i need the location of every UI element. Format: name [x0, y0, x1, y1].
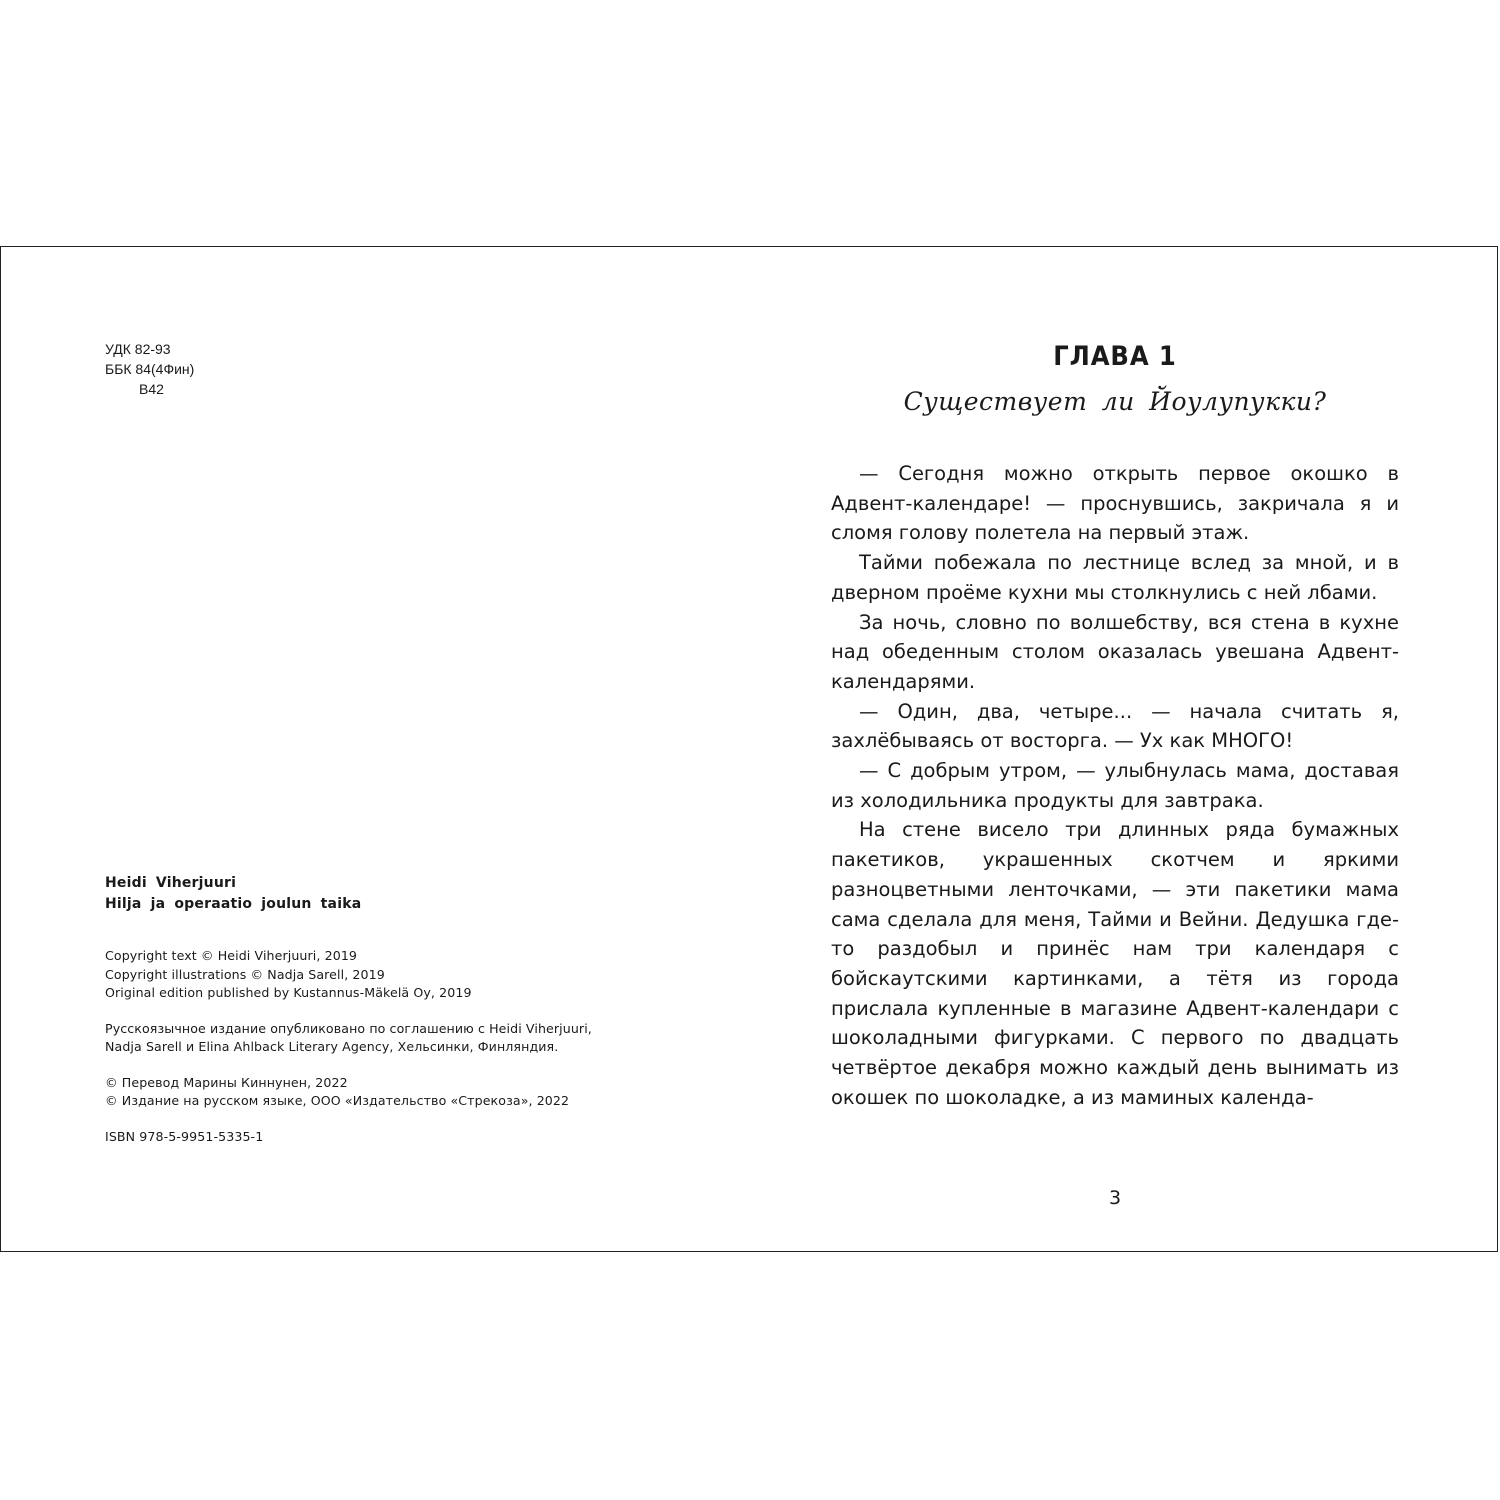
paragraph: На стене висело три длинных ряда бумажных пакетиков, украшенных скотчем и яркими разноцветными ленточками, — эти пакетики мама сама сделала для меня, Тайми и Вейни. Дедушка где-то раздобыл и принёс нам три календаря с бойскаутскими картинками, а тётя из города прислала купленные в магазине Адвент-календари с шоколадными фигурками. С первого по двадцать четвёртое декабря можно каждый день вынимать из окошек по шоколадке, а из маминых календа- [831, 818, 1399, 1109]
classification-codes [105, 339, 194, 399]
chapter-title: Существует ли Йоулупукки? [903, 387, 1327, 416]
agreement-line-1: Русскоязычное издание опубликовано по соглашению с Heidi Viherjuuri, [105, 1020, 592, 1036]
paragraph: Тайми побежала по лестнице вслед за мной, и в дверном проёме кухни мы столкнулись с ней лбами. [831, 551, 1399, 604]
translation-group [105, 1074, 605, 1111]
udk-code: УДК 82-93 [105, 341, 171, 357]
chapter-number: ГЛАВА 1 [1053, 341, 1177, 372]
page-number: 3 [1108, 1187, 1122, 1209]
original-author: Heidi Viherjuuri [105, 875, 237, 891]
agreement-line-2: Nadja Sarell и Elina Ahlback Literary Agency, Хельсинки, Финляндия. [105, 1039, 559, 1054]
copyright-group [105, 947, 605, 1003]
paragraph: За ночь, словно по волшебству, вся стена в кухне над обеденным столом оказалась увешана Адвент-календарями. [831, 610, 1399, 693]
bbk-code: ББК 84(4Фин) [105, 361, 195, 377]
translation-credit: © Перевод Марины Киннунен, 2022 [105, 1074, 348, 1090]
chapter-body [831, 459, 1399, 1112]
paragraph: — Сегодня можно открыть первое окошко в Адвент-календаре! — проснувшись, закричала я и сломя голову полетела на первый этаж. [831, 462, 1399, 545]
author-sign: В42 [139, 381, 164, 397]
rights-block [105, 947, 605, 1146]
copyright-text: Copyright text © Heidi Viherjuuri, 2019 [105, 948, 358, 963]
publisher-credit: © Издание на русском языке, ООО «Издательство «Стрекоза», 2022 [105, 1093, 570, 1108]
original-title: Hilja ja operaatio joulun taika [105, 896, 362, 912]
copyright-original-edition: Original edition published by Kustannus-Mäkelä Oy, 2019 [105, 985, 472, 1000]
original-edition-info [105, 873, 361, 915]
book-spread [0, 246, 1498, 1252]
paragraph: — С добрым утром, — улыбнулась мама, доставая из холодильника продукты для завтрака. [831, 759, 1399, 812]
paragraph: — Один, два, четыре... — начала считать я, захлёбываясь от восторга. — Ух как МНОГО! [831, 699, 1399, 753]
copyright-illustrations: Copyright illustrations © Nadja Sarell, 2019 [105, 966, 385, 982]
isbn: ISBN 978-5-9951-5335-1 [105, 1128, 264, 1144]
agreement-group [105, 1020, 605, 1057]
